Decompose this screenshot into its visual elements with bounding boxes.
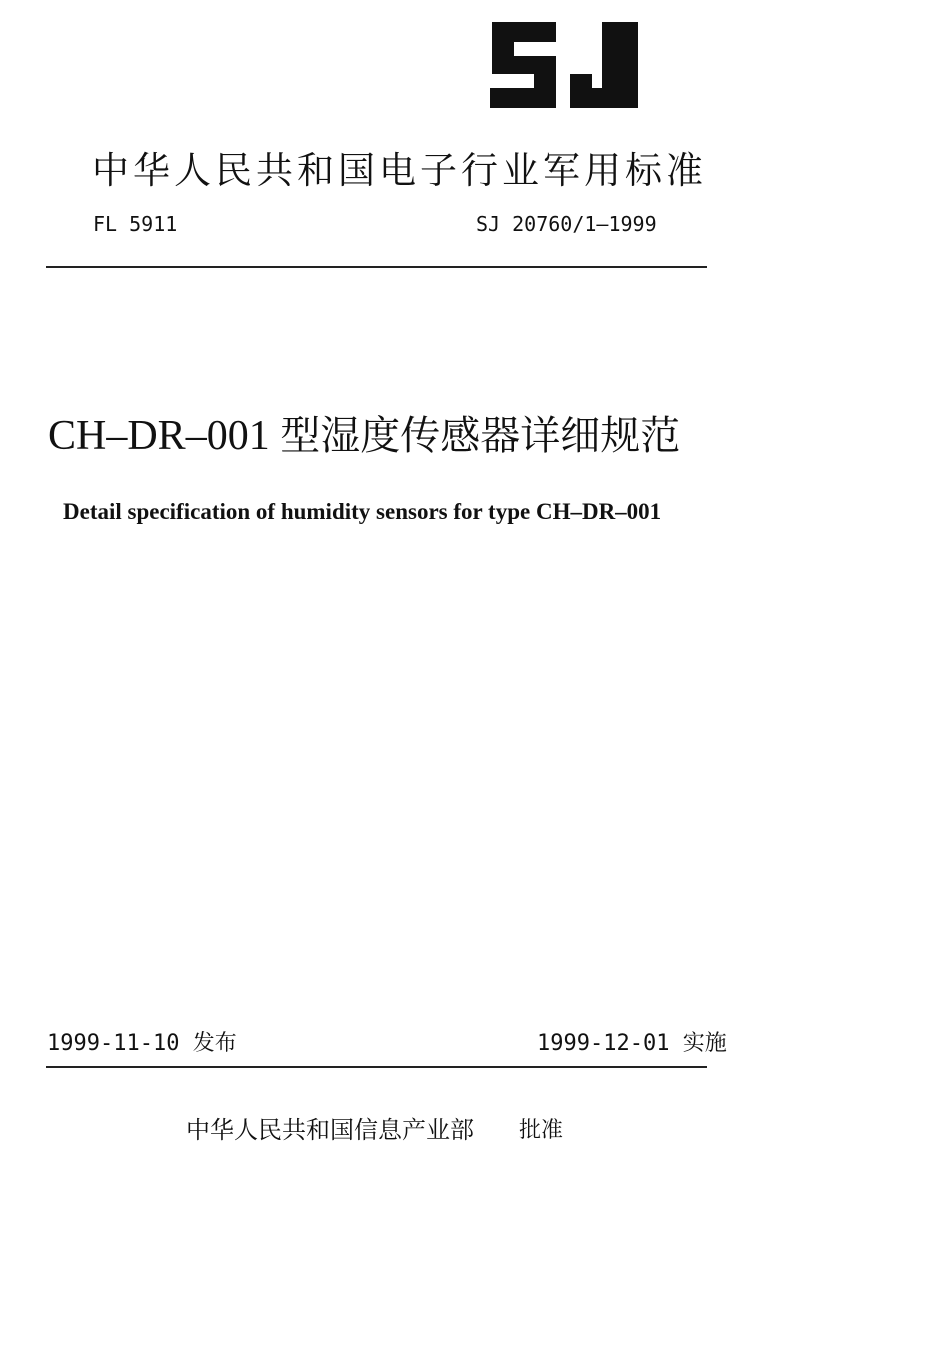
- document-title-en: Detail specification of humidity sensors for type CH–DR–001: [63, 499, 662, 524]
- classification-code: FL 5911: [93, 212, 178, 236]
- model-code: CH–DR–001: [48, 413, 270, 459]
- org-title: 中华人民共和国电子行业军用标准: [92, 149, 707, 192]
- issue-date-row: [47, 1026, 237, 1057]
- effective-date-row: [537, 1026, 727, 1057]
- issue-label: 发布: [192, 1031, 237, 1056]
- approval-label: 批准: [519, 1118, 564, 1143]
- sj-logo-icon: [486, 18, 642, 112]
- header-divider: [46, 266, 707, 268]
- effective-label: 实施: [682, 1031, 727, 1056]
- approving-authority: 中华人民共和国信息产业部: [186, 1116, 474, 1144]
- issue-date: 1999-11-10: [47, 1031, 180, 1056]
- footer-divider: [46, 1066, 707, 1068]
- effective-date: 1999-12-01: [537, 1031, 670, 1056]
- document-title-cn: [48, 404, 680, 461]
- title-suffix: 型湿度传感器详细规范: [280, 413, 681, 459]
- standard-number: SJ 20760/1—1999: [476, 212, 657, 236]
